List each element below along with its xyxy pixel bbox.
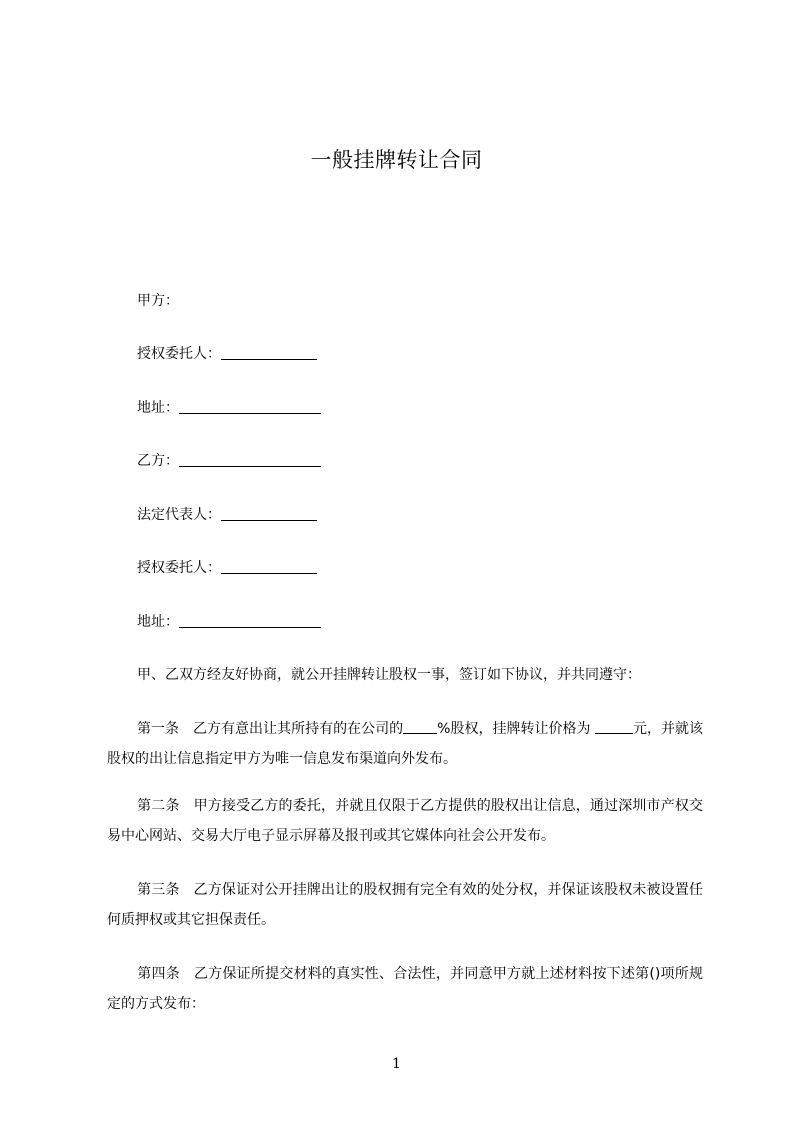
article-2-text: 甲方接受乙方的委托，并就且仅限于乙方提供的股权出让信息，通过深圳市产权交易中心网站、交易大厅电子显示屏幕及报刊或其它媒体向社会公开发布。 xyxy=(107,798,704,844)
party-b-blank xyxy=(179,452,321,467)
article-2 xyxy=(107,791,703,851)
article-3-text: 乙方保证对公开挂牌出让的股权拥有完全有效的处分权，并保证该股权未被设置任何质押权或其它担保责任。 xyxy=(107,882,704,928)
article-4-number: 第四条 xyxy=(137,966,180,982)
party-b-address-field xyxy=(137,613,321,631)
party-a-address-label: 地址： xyxy=(137,400,179,416)
preamble-text: 甲、乙双方经友好协商，就公开挂牌转让股权一事，签订如下协议，并共同遵守： xyxy=(137,667,641,683)
party-a-agent-field xyxy=(137,345,317,363)
article-4 xyxy=(107,959,703,1019)
article-1-text-c: 元，并就该股权的出让信息指定甲方为唯一信息发布渠道向外发布。 xyxy=(107,721,704,767)
party-a-agent-label: 授权委托人： xyxy=(137,346,221,362)
article-3 xyxy=(107,875,703,935)
article-1-text-b: %股权，挂牌转让价格为 xyxy=(437,721,595,737)
party-b-agent-label: 授权委托人： xyxy=(137,560,221,576)
party-b-address-blank xyxy=(179,613,321,628)
party-b-representative-field xyxy=(137,506,317,524)
document-title: 一般挂牌转让合同 xyxy=(310,148,483,172)
article-3-number: 第三条 xyxy=(137,882,180,898)
party-b-field xyxy=(137,452,321,470)
page-number: 1 xyxy=(392,1056,401,1072)
article-4-text: 乙方保证所提交材料的真实性、合法性，并同意甲方就上述材料按下述第()项所规定的方式发布： xyxy=(107,966,704,1012)
article-1-price-blank xyxy=(595,720,633,734)
article-1-text-a: 乙方有意出让其所持有的在公司的 xyxy=(193,721,404,737)
party-b-label: 乙方： xyxy=(137,453,179,469)
party-b-address-label: 地址： xyxy=(137,614,179,630)
party-a-field xyxy=(137,292,179,310)
party-a-label: 甲方： xyxy=(137,293,179,309)
party-a-address-field xyxy=(137,399,321,417)
party-b-representative-blank xyxy=(221,506,317,521)
article-2-number: 第二条 xyxy=(137,798,180,814)
party-b-representative-label: 法定代表人： xyxy=(137,507,221,523)
party-a-address-blank xyxy=(179,399,321,414)
preamble-paragraph xyxy=(107,660,703,690)
article-1 xyxy=(107,714,703,774)
article-1-number: 第一条 xyxy=(137,721,180,737)
article-1-percent-blank xyxy=(403,720,437,734)
party-b-agent-blank xyxy=(221,559,317,574)
party-a-agent-blank xyxy=(221,345,317,360)
party-b-agent-field xyxy=(137,559,317,577)
